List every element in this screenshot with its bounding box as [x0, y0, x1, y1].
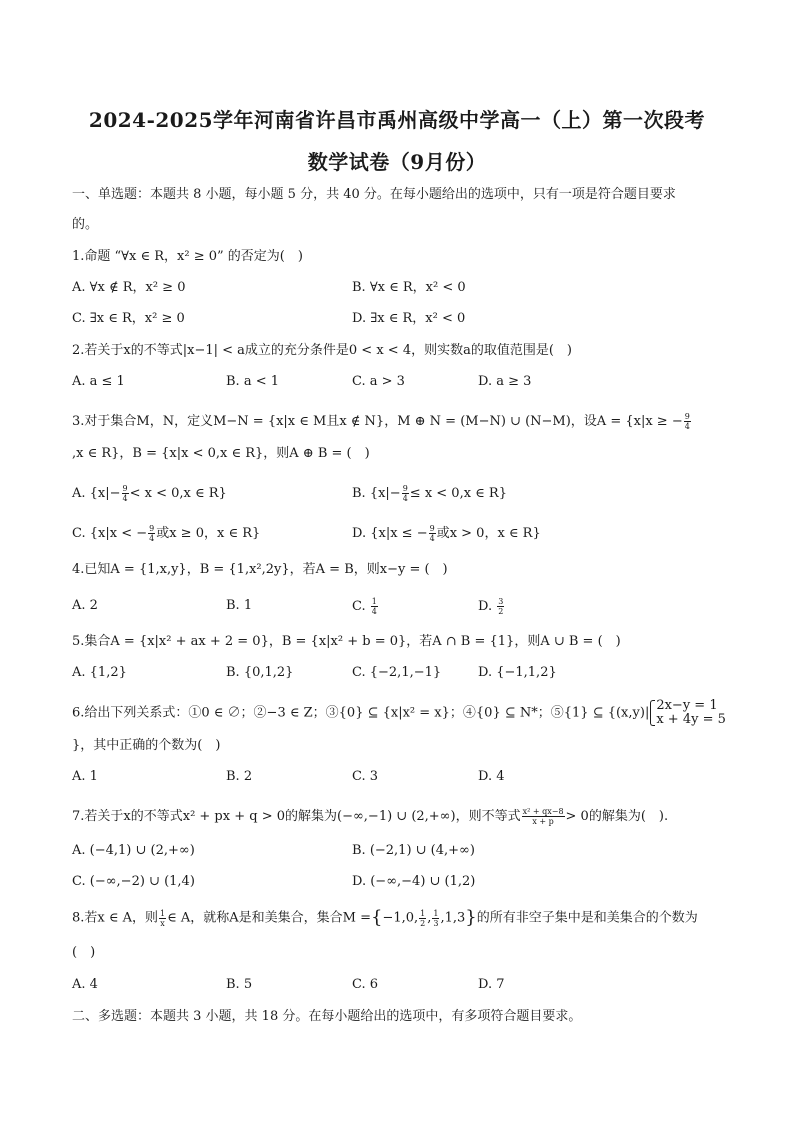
question-1-option-a: A. ∀x ∉ R，x² ≥ 0	[72, 280, 186, 295]
fraction-denominator: 4	[122, 494, 128, 503]
question-8-stem-part-b: ∈ A，就称A是和美集合，集合M =	[167, 910, 371, 926]
fraction-denominator: 3	[433, 918, 439, 928]
fraction-denominator: 2	[498, 607, 504, 616]
option-d-prefix: D.	[478, 599, 493, 614]
equation-system	[649, 699, 726, 727]
equation-line-2: x + 4y = 5	[656, 712, 726, 727]
question-6-option-c: C. 3	[352, 769, 379, 784]
option-c-fraction	[148, 524, 155, 543]
equation-line-1: 2x−y = 1	[656, 698, 718, 713]
option-c-prefix: C. {x|x < −	[72, 526, 148, 541]
question-3-option-a	[72, 484, 227, 503]
question-2-option-c: C. a > 3	[352, 374, 405, 389]
option-c-fraction	[371, 597, 378, 616]
fraction-numerator: 9	[684, 412, 690, 421]
question-2-option-d: D. a ≥ 3	[478, 374, 532, 389]
question-8-option-b: B. 5	[226, 977, 253, 992]
option-d-fraction	[497, 597, 504, 616]
fraction-numerator: 9	[402, 484, 408, 493]
fraction-denominator: 2	[420, 918, 426, 928]
question-5-stem: 5.集合A = {x|x² + ax + 2 = 0}，B = {x|x² + b = 0}，若A ∩ B = {1}，则A ∪ B = ( )	[72, 634, 621, 649]
option-a-fraction	[122, 484, 129, 503]
option-b-fraction	[402, 484, 409, 503]
fraction-numerator: 1	[433, 908, 439, 918]
question-2-stem: 2.若关于x的不等式|x−1| < a成立的充分条件是0 < x < 4，则实数a的取值范围是( )	[72, 343, 572, 358]
question-1-option-d: D. ∃x ∈ R，x² < 0	[352, 311, 466, 326]
option-d-prefix: D. {x|x ≤ −	[352, 526, 428, 541]
section-1-heading: 一、单选题：本题共 8 小题，每小题 5 分，共 40 分。在每小题给出的选项中，只有一项是符合题目要求	[72, 187, 676, 202]
question-7-stem-part-a: 7.若关于x的不等式x² + px + q > 0的解集为(−∞,−1) ∪ (2,+∞)，则不等式	[72, 809, 521, 824]
exam-title-line2: 数学试卷（9月份）	[307, 150, 487, 174]
question-7-option-b: B. (−2,1) ∪ (4,+∞)	[352, 843, 475, 858]
option-b-prefix: B. {x|−	[352, 486, 401, 501]
question-1-stem: 1.命题 “∀x ∈ R，x² ≥ 0” 的否定为( )	[72, 249, 303, 264]
question-6-option-d: D. 4	[478, 769, 505, 784]
question-3-option-b	[352, 484, 507, 503]
question-4-stem: 4.已知A = {1,x,y}，B = {1,x²,2y}，若A = B，则x−y = ( )	[72, 562, 448, 577]
set-prefix: −1,0,	[382, 910, 419, 926]
question-6-stem-cont: }，其中正确的个数为( )	[72, 738, 221, 753]
question-4-option-a: A. 2	[72, 598, 98, 613]
left-brace: {	[370, 907, 383, 928]
set-suffix: ,1,3	[440, 910, 466, 926]
question-1-option-c: C. ∃x ∈ R，x² ≥ 0	[72, 311, 185, 326]
question-5-option-a: A. {1,2}	[72, 665, 127, 680]
fraction-numerator: 9	[122, 484, 128, 493]
fraction-denominator: 4	[402, 494, 408, 503]
question-7-option-d: D. (−∞,−4) ∪ (1,2)	[352, 874, 476, 889]
fraction-numerator: 3	[498, 597, 504, 606]
question-1-option-b: B. ∀x ∈ R，x² < 0	[352, 280, 466, 295]
question-8-option-c: C. 6	[352, 977, 379, 992]
question-7-option-a: A. (−4,1) ∪ (2,+∞)	[72, 843, 195, 858]
question-3-stem	[72, 412, 692, 431]
question-5-option-d: D. {−1,1,2}	[478, 665, 557, 680]
question-5-option-b: B. {0,1,2}	[226, 665, 294, 680]
question-7-fraction	[522, 807, 565, 826]
right-brace: }	[465, 907, 477, 928]
question-4-option-d	[478, 597, 505, 616]
question-6-stem	[72, 699, 726, 728]
question-2-option-a: A. a ≤ 1	[72, 374, 125, 389]
question-7-stem	[72, 805, 668, 829]
question-5-option-c: C. {−2,1,−1}	[352, 665, 442, 680]
fraction-denominator: 4	[371, 607, 377, 616]
section-2-heading: 二、多选题：本题共 3 小题，共 18 分。在每小题给出的选项中，有多项符合题目要求。	[72, 1009, 582, 1024]
option-d-fraction	[429, 524, 436, 543]
option-b-suffix: ≤ x < 0,x ∈ R}	[409, 486, 507, 501]
question-6-stem-part-a: 6.给出下列关系式：①0 ∈ ∅；②−3 ∈ Z；③{0} ⊆ {x|x² = x}；④{0} ⊆ N*；⑤{1} ⊆ {(x,y)|	[72, 705, 650, 721]
fraction-numerator: x² + qx−8	[522, 807, 564, 816]
question-3-option-c	[72, 524, 260, 543]
fraction-numerator: 9	[429, 524, 435, 533]
question-3-fraction	[684, 412, 691, 431]
fraction-numerator: 1	[371, 597, 377, 606]
fraction-denominator: 4	[429, 534, 435, 543]
question-4-option-b: B. 1	[226, 598, 253, 613]
option-d-suffix: 或x > 0，x ∈ R}	[436, 526, 541, 541]
question-3-stem-cont: ,x ∈ R}，B = {x|x < 0,x ∈ R}，则A ⊕ B = ( )	[72, 446, 370, 461]
question-8-fraction	[159, 909, 166, 928]
exam-title-line1: 2024-2025学年河南省许昌市禹州高级中学高一（上）第一次段考	[88, 108, 706, 132]
question-4-option-c	[352, 597, 379, 616]
question-6-option-b: B. 2	[226, 769, 253, 784]
question-7-stem-part-b: > 0的解集为( ).	[565, 809, 669, 824]
question-8-stem-part-a: 8.若x ∈ A，则	[72, 910, 159, 926]
fraction-denominator: 4	[149, 534, 155, 543]
question-8-stem: 8.若x ∈ A，则 $\frac{1}{x}$ ∈ A，就称A是和美集合，集合M ={−1,0, $\frac{1}{2}$ , $\frac{1}{3}$ ,1,3}的所有非空子集中是和美集合的个数为	[72, 907, 698, 928]
fraction-numerator: 1	[420, 908, 426, 918]
set-fraction-2	[432, 909, 439, 928]
question-3-stem-part-a: 3.对于集合M，N，定义M−N = {x|x ∈ M且x ∉ N}，M ⊕ N = (M−N) ∪ (N−M)，设A = {x|x ≥ −	[72, 414, 683, 429]
question-6-option-a: A. 1	[72, 769, 98, 784]
question-8-stem-cont: ( )	[72, 945, 96, 960]
set-fraction-1	[419, 909, 426, 928]
question-7-option-c: C. (−∞,−2) ∪ (1,4)	[72, 874, 195, 889]
question-8-option-d: D. 7	[478, 977, 505, 992]
option-c-prefix: C.	[352, 599, 366, 614]
fraction-numerator: 1	[160, 908, 166, 918]
fraction-denominator: x	[160, 918, 165, 928]
question-2-option-b: B. a < 1	[226, 374, 279, 389]
fraction-numerator: 9	[149, 524, 155, 533]
question-3-option-d	[352, 524, 541, 543]
section-1-heading-cont: 的。	[72, 217, 99, 232]
question-8-option-a: A. 4	[72, 977, 98, 992]
fraction-denominator: x + p	[532, 817, 554, 826]
fraction-denominator: 4	[684, 422, 690, 431]
question-8-stem-part-c: 的所有非空子集中是和美集合的个数为	[476, 910, 698, 926]
option-c-suffix: 或x ≥ 0，x ∈ R}	[156, 526, 261, 541]
option-a-prefix: A. {x|−	[72, 486, 121, 501]
option-a-suffix: < x < 0,x ∈ R}	[129, 486, 227, 501]
